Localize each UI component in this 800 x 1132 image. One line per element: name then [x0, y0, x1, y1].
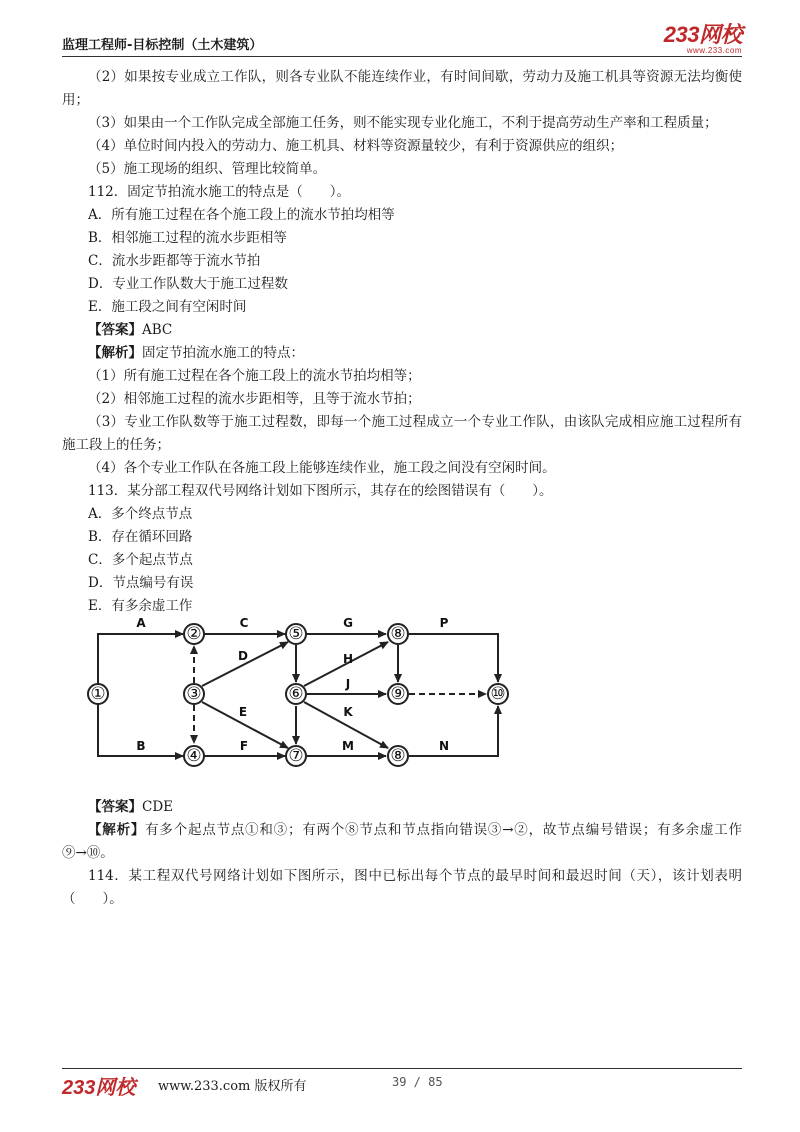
analysis-112 [62, 342, 742, 365]
paragraph: （3）如果由一个工作队完成全部施工任务，则不能实现专业化施工，不利于提高劳动生产率和工程质量； [88, 115, 718, 131]
option-d: D．节点编号有误 [88, 575, 194, 591]
answer-value: ABC [142, 322, 173, 338]
document-title: 监理工程师-目标控制（土木建筑） [62, 38, 263, 53]
answer-113 [62, 796, 742, 819]
network-diagram [62, 616, 742, 794]
node-label: ① [90, 684, 106, 704]
activity-label: E [238, 705, 248, 719]
activity-label: H [342, 652, 354, 666]
logo-url: www.233.com [686, 46, 742, 55]
analysis-point: （2）相邻施工过程的流水步距相等，且等于流水节拍； [88, 391, 421, 407]
question-114: 114．某工程双代号网络计划如下图所示，图中已标出每个节点的最早时间和最迟时间（天），该计划表明（ ）。 [62, 868, 742, 907]
node-label: ⑤ [288, 624, 304, 644]
paragraph: （2）如果按专业成立工作队，则各专业队不能连续作业，有时间间歇，劳动力及施工机具等资源无法均衡使用； [62, 69, 742, 108]
activity-label: J [345, 677, 351, 691]
activity-label: B [136, 739, 146, 753]
paragraph: （4）单位时间内投入的劳动力、施工机具、材料等资源量较少，有利于资源供应的组织； [88, 138, 624, 154]
node-label: ⑨ [390, 684, 406, 704]
node-label: ⑧ [390, 746, 406, 766]
activity-label: G [343, 616, 353, 630]
node-label: ⑥ [288, 684, 304, 704]
option-e: E．施工段之间有空闲时间 [88, 299, 247, 315]
option-e: E．有多余虚工作 [88, 598, 193, 614]
option-c: C．流水步距都等于流水节拍 [88, 253, 261, 269]
option-b: B．相邻施工过程的流水步距相等 [88, 230, 287, 246]
analysis-point: （4）各个专业工作队在各施工段上能够连续作业，施工段之间没有空闲时间。 [88, 460, 556, 476]
analysis-point: （1）所有施工过程在各个施工段上的流水节拍均相等； [88, 368, 421, 384]
answer-label: 【答案】 [88, 322, 142, 338]
brand-logo [664, 24, 742, 55]
activity-label: F [239, 739, 249, 753]
node-label: ⑩ [490, 684, 506, 704]
analysis-text: 有多个起点节点①和③；有两个⑧节点和节点指向错误③→②，故节点编号错误；有多余虚工作⑨→⑩。 [62, 822, 743, 861]
node-label: ② [186, 624, 202, 644]
analysis-point: （3）专业工作队数等于施工过程数，即每一个施工过程成立一个专业工作队，由该队完成相应施工过程所有施工段上的任务； [62, 414, 742, 453]
footer-divider [62, 1068, 742, 1069]
footer-site: www.233.com 版权所有 [158, 1079, 307, 1094]
header-divider [62, 56, 742, 57]
analysis-text: 固定节拍流水施工的特点： [142, 345, 304, 361]
footer-logo: 233网校 [62, 1077, 136, 1099]
option-a: A．多个终点节点 [88, 506, 193, 522]
activity-label: M [342, 739, 354, 753]
analysis-label: 【解析】 [88, 822, 146, 838]
answer-112 [62, 319, 742, 342]
option-a: A．所有施工过程在各个施工段上的流水节拍均相等 [88, 207, 395, 223]
option-d: D．专业工作队数大于施工过程数 [88, 276, 288, 292]
page-content [62, 66, 742, 911]
arrow-a [98, 634, 183, 684]
activity-label: C [239, 616, 249, 630]
question-112: 112．固定节拍流水施工的特点是（ ）。 [88, 184, 351, 200]
arrow-n [409, 706, 498, 756]
option-c: C．多个起点节点 [88, 552, 193, 568]
activity-label: K [343, 705, 353, 719]
logo-text: 233网校 [663, 22, 742, 47]
question-113: 113．某分部工程双代号网络计划如下图所示，其存在的绘图错误有（ ）。 [88, 483, 553, 499]
activity-label: P [439, 616, 449, 630]
option-b: B．存在循环回路 [88, 529, 193, 545]
page-number: 39 / 85 [392, 1075, 443, 1089]
page-footer [62, 1071, 742, 1099]
node-label: ⑧ [390, 624, 406, 644]
answer-value: CDE [142, 799, 174, 815]
analysis-label: 【解析】 [88, 345, 142, 361]
activity-label: D [238, 649, 248, 663]
activity-label: N [438, 739, 450, 753]
answer-label: 【答案】 [88, 799, 142, 815]
activity-label: A [136, 616, 146, 630]
arrow-p [409, 634, 498, 682]
analysis-113 [62, 819, 742, 865]
page-header [62, 24, 742, 60]
node-label: ③ [186, 684, 202, 704]
node-label: ⑦ [288, 746, 304, 766]
paragraph: （5）施工现场的组织、管理比较简单。 [88, 161, 327, 177]
node-label: ④ [186, 746, 202, 766]
